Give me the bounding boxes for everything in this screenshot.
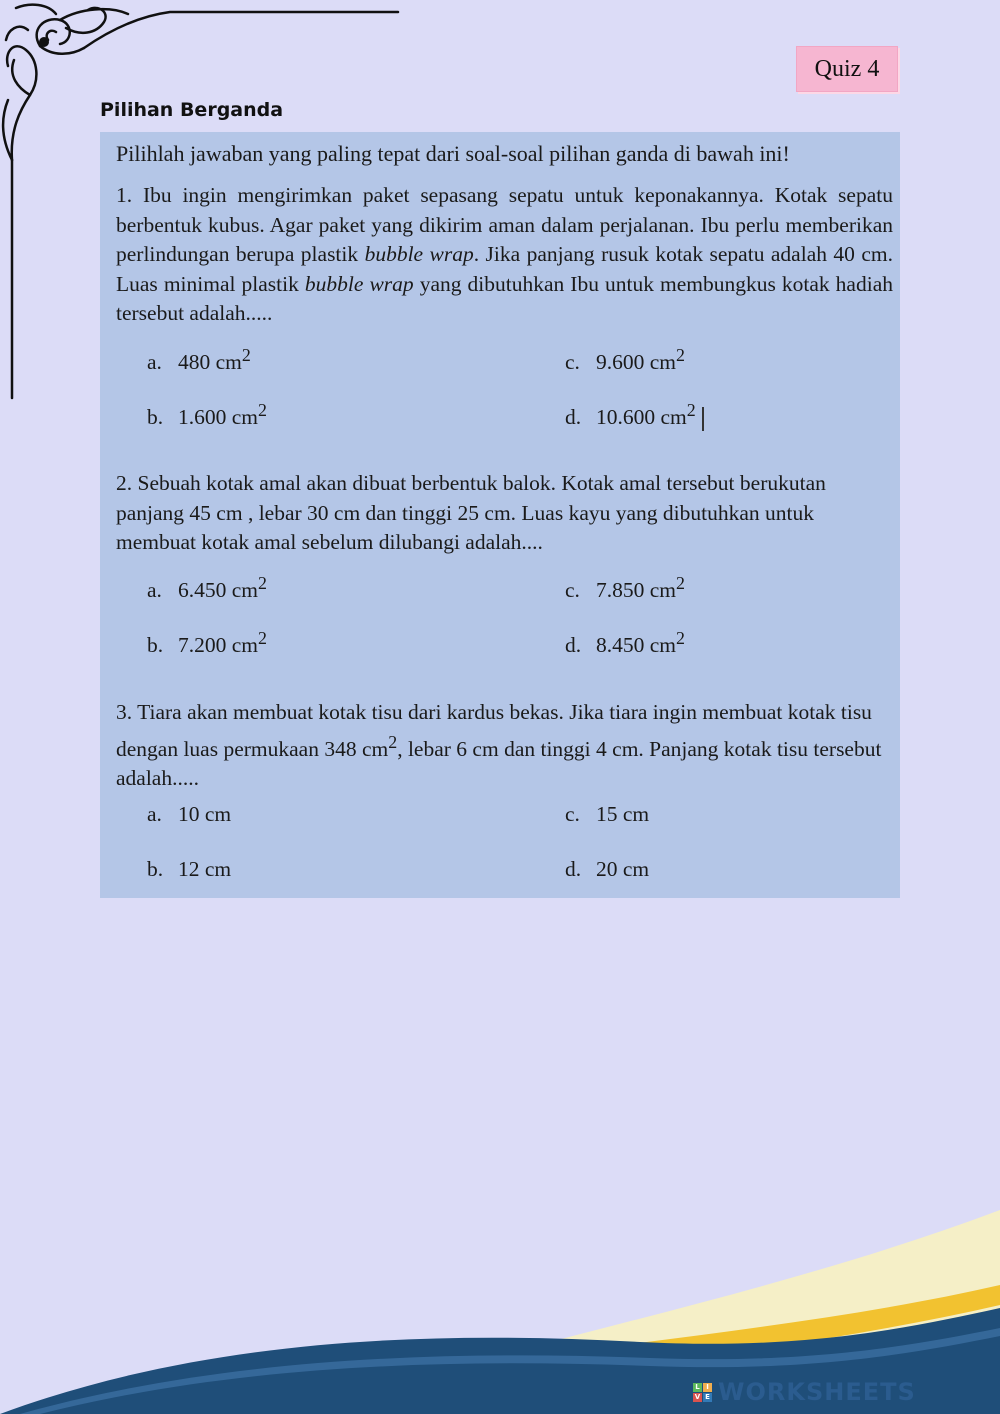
option-2a[interactable]: a. 6.450 $cm^2$ xyxy=(147,573,267,603)
quiz-label: Quiz 4 xyxy=(814,55,880,82)
section-title: Pilihan Berganda xyxy=(100,99,284,121)
liveworksheets-logo xyxy=(693,1378,916,1406)
option-2c[interactable]: c. 7.850 $cm^2$ xyxy=(565,573,685,603)
option-1b[interactable]: b. 1.600 $cm^2$ xyxy=(147,400,267,430)
logo-text: WORKSHEETS xyxy=(718,1378,916,1406)
option-3b[interactable]: b. 12 cm xyxy=(147,857,232,881)
quiz-badge xyxy=(796,46,898,92)
option-3a[interactable]: a. 10 cm xyxy=(147,802,232,826)
question-3-text: 3. Tiara akan membuat kotak tisu dari kardus bekas. Jika tiara ingin membuat kotak tisu dengan luas permukaan 348 $cm^2$, lebar 6 cm dan tinggi 4 cm. Panjang kotak tisu tersebut adalah..... xyxy=(116,700,882,791)
option-1c[interactable]: c. 9.600 $cm^2$ xyxy=(565,345,685,375)
option-3d[interactable]: d. 20 cm xyxy=(565,857,650,881)
option-2d[interactable]: d. 8.450 $cm^2$ xyxy=(565,628,685,658)
question-2-text: 2. Sebuah kotak amal akan dibuat berbentuk balok. Kotak amal tersebut berukutan panjang 45 cm , lebar 30 cm dan tinggi 25 cm. Luas kayu yang dibutuhkan untuk membuat kotak amal sebelum dilubangi adalah.... xyxy=(116,471,826,554)
question-card xyxy=(100,132,900,898)
option-2b[interactable]: b. 7.200 $cm^2$ xyxy=(147,628,267,658)
instruction-text: Pilihlah jawaban yang paling tepat dari soal-soal pilihan ganda di bawah ini! xyxy=(116,141,790,166)
option-1a[interactable]: a. 480 $cm^2$ xyxy=(147,345,251,375)
option-1d[interactable]: d. 10.600 $cm^2$ xyxy=(565,400,704,431)
logo-grid-icon: L I V E xyxy=(693,1383,712,1402)
option-3c[interactable]: c. 15 cm xyxy=(565,802,650,826)
question-1-text: 1. Ibu ingin mengirimkan paket sepasang sepatu untuk keponakannya. Kotak sepatu berbentuk kubus. Agar paket yang dikirim aman dalam perjalanan. Ibu perlu memberikan perlindungan berupa plastik bubble wrap. Jika panjang rusuk kotak sepatu adalah 40 cm. Luas minimal plastik bubble wrap yang dibutuhkan Ibu untuk membungkus kotak hadiah tersebut adalah..... xyxy=(116,183,893,325)
text-cursor xyxy=(702,407,704,431)
